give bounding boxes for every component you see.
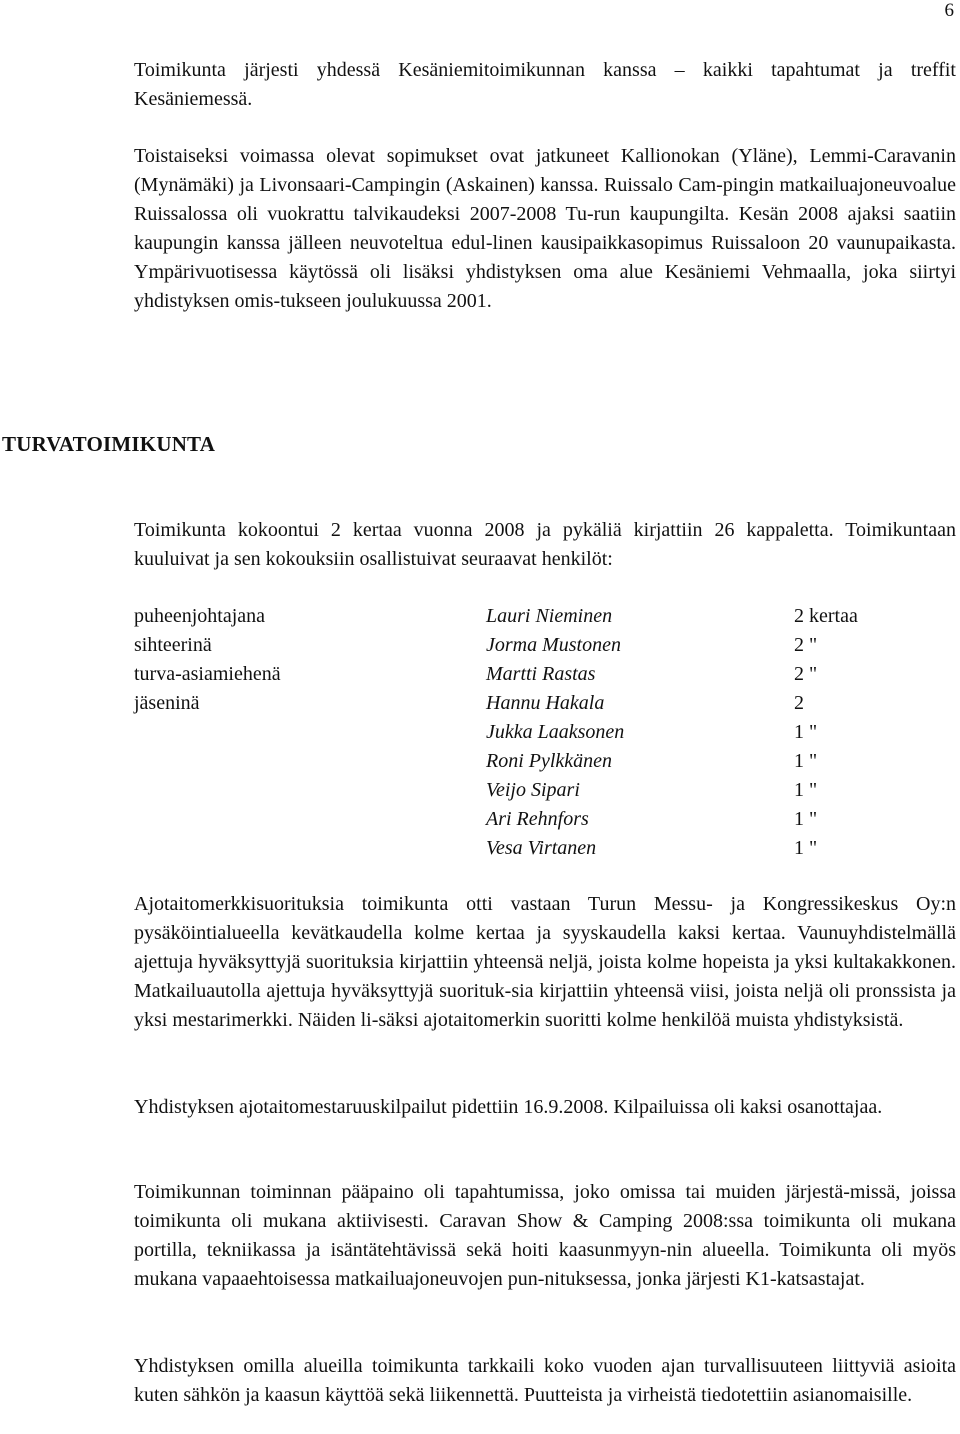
member-name: Jukka Laaksonen (486, 721, 625, 743)
member-role: turva-asiamiehenä (134, 663, 281, 685)
member-name: Jorma Mustonen (486, 634, 621, 656)
member-attendance: 2 (794, 692, 804, 714)
member-row (134, 747, 956, 776)
member-name: Ari Rehnfors (486, 808, 589, 830)
member-row (134, 776, 956, 805)
intro-paragraph-1 (134, 56, 956, 114)
section-intro-paragraph (134, 516, 956, 574)
member-row (134, 805, 956, 834)
section-heading: TURVATOIMIKUNTA (2, 432, 216, 456)
intro-paragraph-2 (134, 142, 956, 316)
member-role: jäseninä (134, 692, 200, 714)
paragraph-text: Toimikunnan toiminnan pääpaino oli tapahtumissa, joko omissa tai muiden järjestä-missä, joissa toimikunta oli mukana aktiivisesti. Caravan Show & Camping 2008:ssa toimikunta oli mukana portilla, tekniikassa ja isäntätehtävissä sekä hoiti kaasunmyyn-nin alueella. Toimikunta oli myös mukana vapaaehtoisessa matkailuajoneuvojen pun-nituksessa, jonka järjesti K1-katsastajat. (134, 1181, 956, 1290)
events-paragraph (134, 1178, 956, 1294)
paragraph-text: Toimikunta kokoontui 2 kertaa vuonna 2008 ja pykäliä kirjattiin 26 kappaletta. Toimikuntaan kuuluivat ja sen kokouksiin osallistuivat seuraavat henkilöt: (134, 519, 956, 570)
member-row (134, 834, 956, 863)
paragraph-text: Yhdistyksen ajotaitomestaruuskilpailut pidettiin 16.9.2008. Kilpailuissa oli kaksi osanottajaa. (134, 1096, 883, 1118)
member-row (134, 631, 956, 660)
member-attendance: 1 " (794, 721, 818, 743)
member-name: Lauri Nieminen (486, 605, 613, 627)
safety-monitoring-paragraph (134, 1352, 956, 1410)
member-attendance: 1 " (794, 750, 818, 772)
member-roster (134, 602, 956, 863)
member-role: sihteerinä (134, 634, 212, 656)
paragraph-text: Ajotaitomerkkisuorituksia toimikunta otti vastaan Turun Messu- ja Kongressikeskus Oy:n pysäköintialueella kevätkaudella kolme kertaa ja syyskaudella kaksi kertaa. Vaunuyhdistelmällä ajettuja hyväksyttyjä suorituksia kirjattiin yhteensä neljä, joista kolme hopeista ja yksi kultakakkonen. Matkailuautolla ajettuja hyväksyttyjä suorituk-sia kirjattiin yhteensä viisi, joista neljä oli pronssista ja yksi mestarimerkki. Näiden li-säksi ajotaitomerkin suoritti kolme henkilöä muista yhdistyksistä. (134, 893, 956, 1031)
paragraph-text: Toistaiseksi voimassa olevat sopimukset ovat jatkuneet Kallionokan (Yläne), Lemmi-Caravanin (Mynämäki) ja Livonsaari-Campingin (Askainen) kanssa. Ruissalo Cam-pingin matkailuajoneuvoalue Ruissalossa oli vuokrattu talvikaudeksi 2007-2008 Tu-run kaupungilta. Kesän 2008 ajaksi saatiin kaupungin kanssa jälleen neuvoteltua edul-linen kausipaikkasopimus Ruissaloon 20 vaunupaikasta. Ympärivuotisessa käytössä oli lisäksi yhdistyksen oma alue Kesäniemi Vehmaalla, joka siirtyi yhdistyksen omis-tukseen joulukuussa 2001. (134, 145, 956, 312)
member-attendance: 1 " (794, 779, 818, 801)
member-attendance: 2 " (794, 663, 818, 685)
member-row (134, 718, 956, 747)
member-attendance: 2 kertaa (794, 605, 858, 627)
page-number: 6 (944, 0, 954, 21)
member-name: Veijo Sipari (486, 779, 580, 801)
member-attendance: 1 " (794, 808, 818, 830)
paragraph-text: Toimikunta järjesti yhdessä Kesäniemitoimikunnan kanssa – kaikki tapahtumat ja treffit Kesäniemessä. (134, 59, 956, 110)
member-attendance: 2 " (794, 634, 818, 656)
driving-skills-paragraph (134, 890, 956, 1035)
member-role: puheenjohtajana (134, 605, 266, 627)
member-row (134, 689, 956, 718)
member-name: Vesa Virtanen (486, 837, 597, 859)
paragraph-text: Yhdistyksen omilla alueilla toimikunta tarkkaili koko vuoden ajan turvallisuuteen liittyviä asioita kuten sähkön ja kaasun käyttöä sekä liikennettä. Puutteista ja virheistä tiedotettiin asianomaisille. (134, 1355, 956, 1406)
member-attendance: 1 " (794, 837, 818, 859)
member-row (134, 660, 956, 689)
member-name: Hannu Hakala (486, 692, 605, 714)
member-row (134, 602, 956, 631)
championship-paragraph (134, 1093, 956, 1122)
member-name: Martti Rastas (486, 663, 596, 685)
member-name: Roni Pylkkänen (486, 750, 613, 772)
